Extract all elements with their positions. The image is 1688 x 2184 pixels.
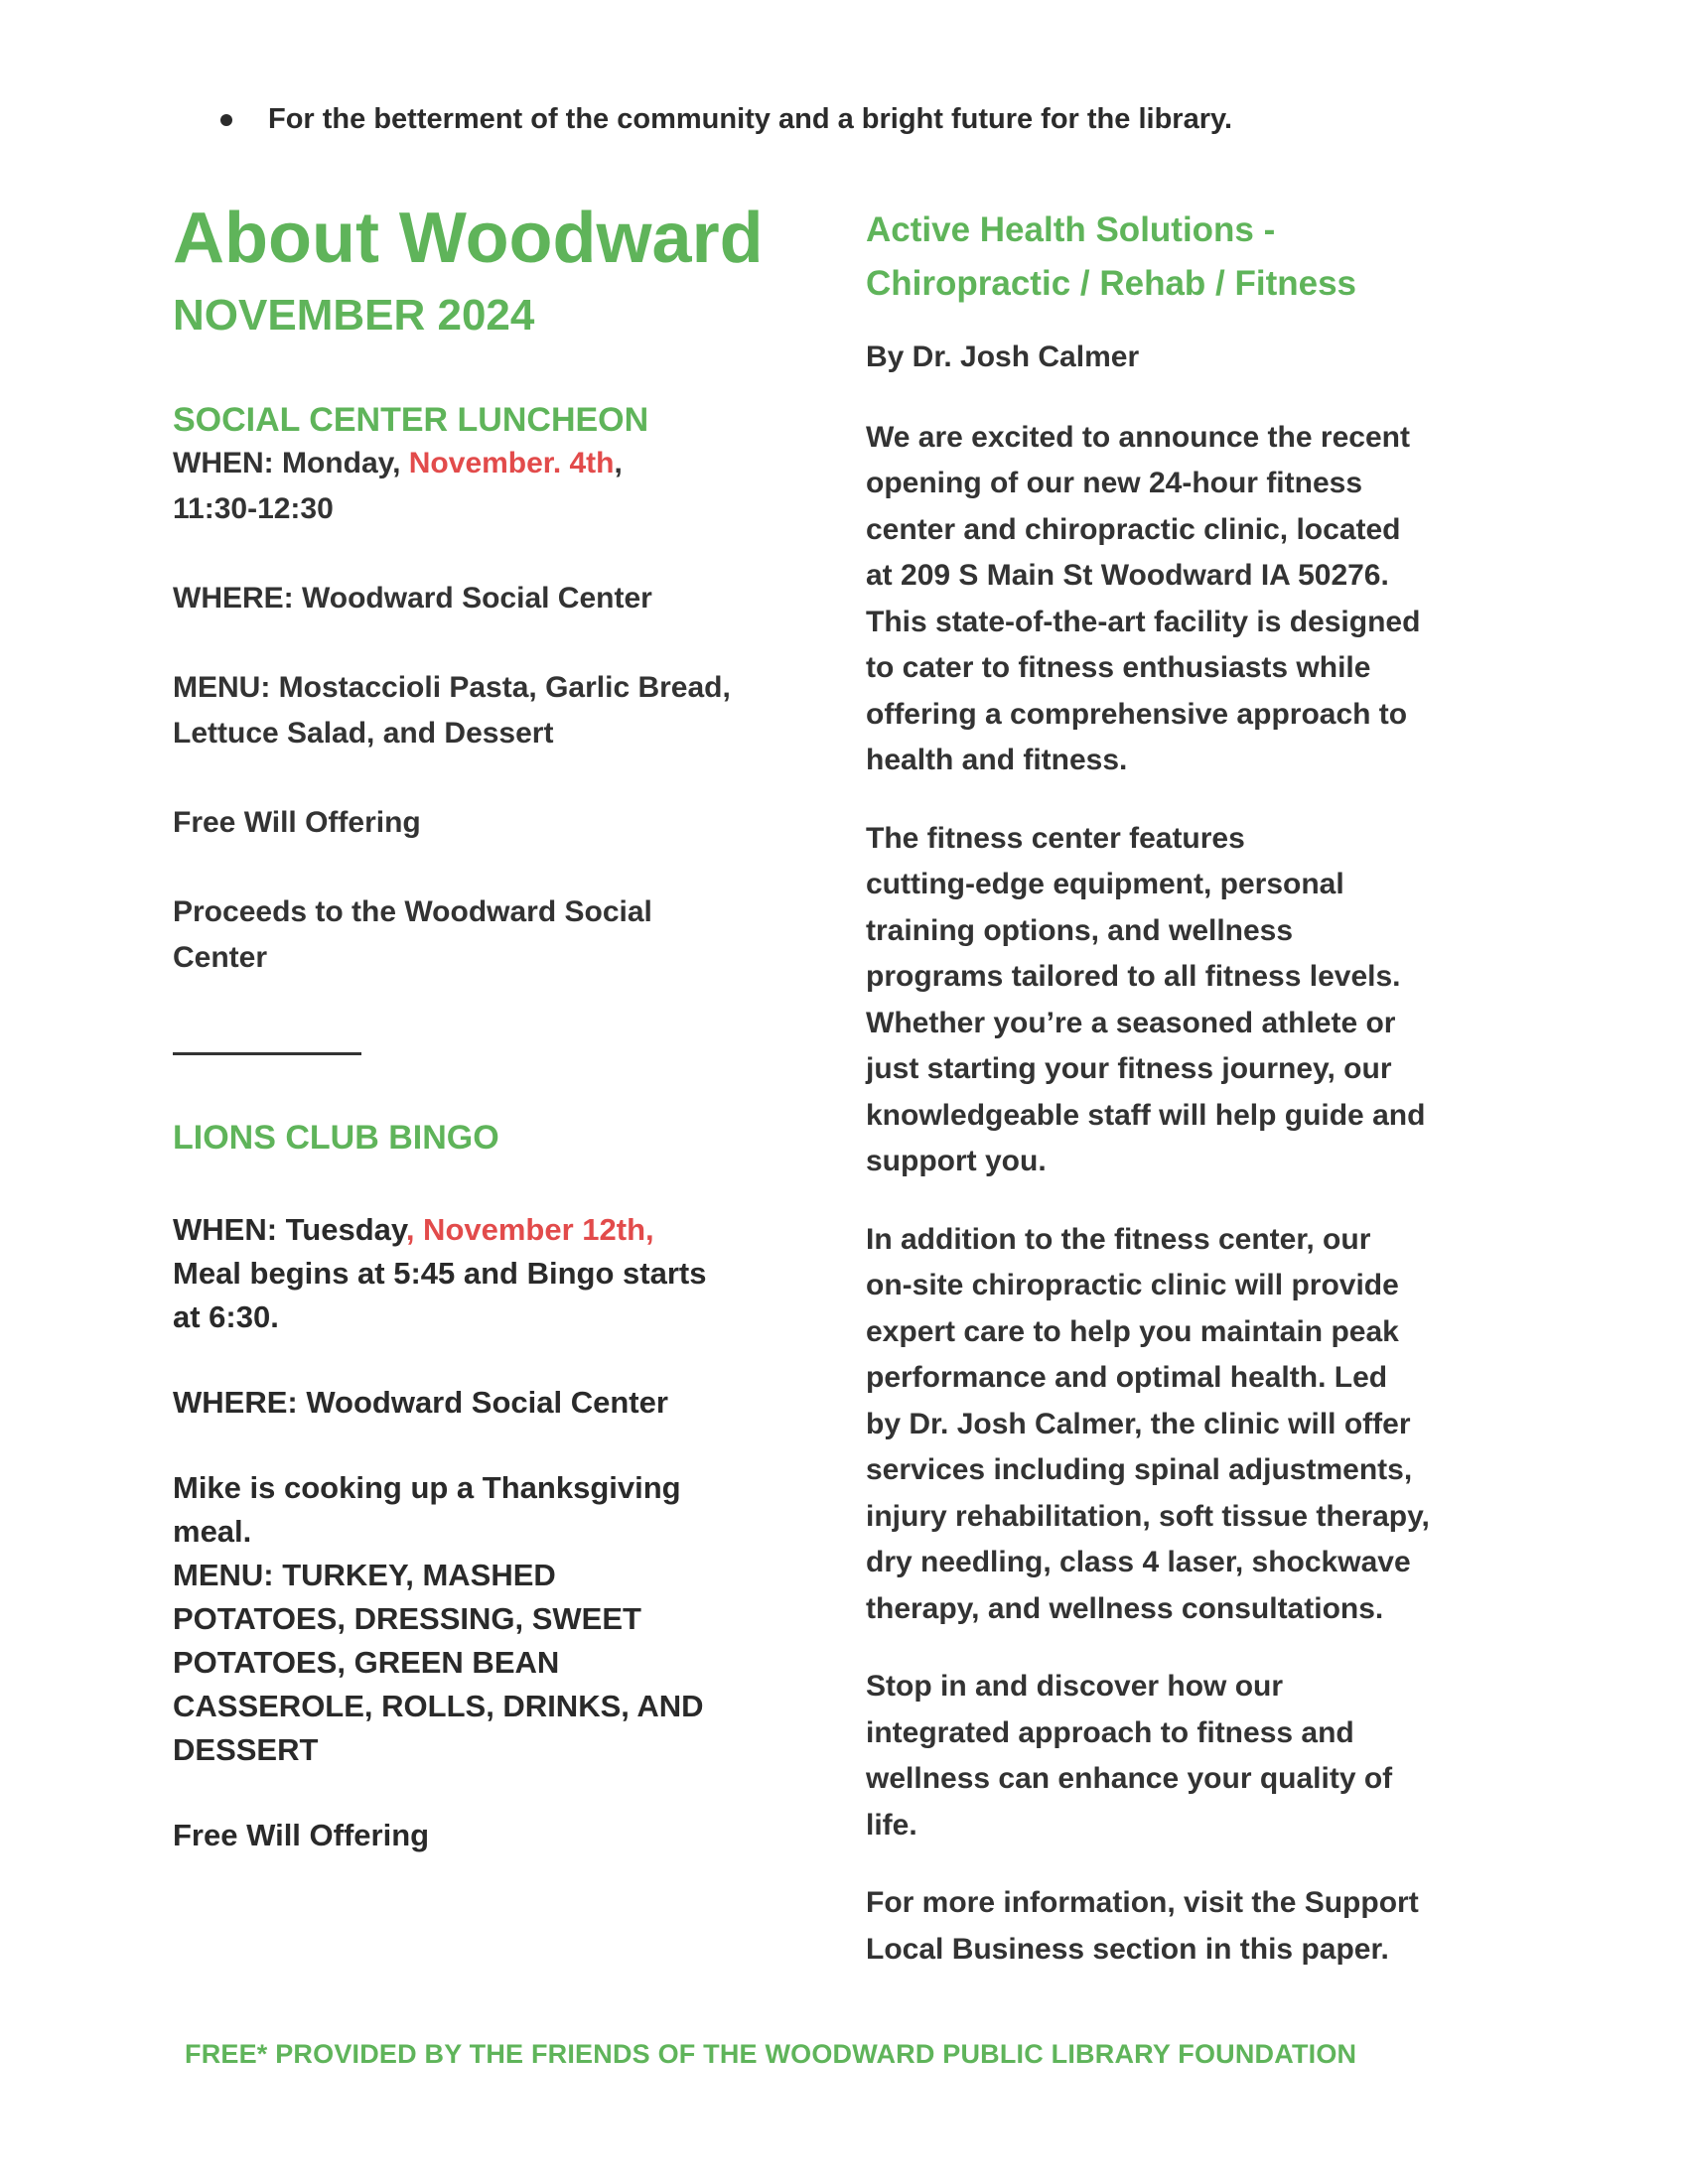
paragraph-line: to cater to fitness enthusiasts while	[866, 651, 1371, 684]
luncheon-where: WHERE: Woodward Social Center	[173, 582, 652, 614]
luncheon-offering: Free Will Offering	[173, 806, 421, 839]
paragraph-line: For more information, visit the Support	[866, 1886, 1419, 1919]
right-column	[866, 204, 1481, 1973]
paragraph-line: expert care to help you maintain peak	[866, 1314, 1399, 1348]
left-column	[173, 199, 788, 1857]
bingo-menu-line: POTATOES, DRESSING, SWEET	[173, 1601, 641, 1636]
bingo-date: , November 12th,	[405, 1212, 654, 1247]
paragraph-line: by Dr. Josh Calmer, the clinic will offer	[866, 1407, 1411, 1440]
luncheon-proceeds-line: Proceeds to the Woodward Social	[173, 895, 652, 928]
paragraph-line: offering a comprehensive approach to	[866, 697, 1408, 731]
luncheon-date: November. 4th	[408, 447, 615, 479]
bingo-menu-line: DESSERT	[173, 1732, 319, 1767]
community-bullet	[220, 103, 1232, 136]
page-title: About Woodward	[173, 199, 764, 278]
article-byline: By Dr. Josh Calmer	[866, 341, 1140, 373]
bingo-cooking-line: Mike is cooking up a Thanksgiving	[173, 1470, 681, 1505]
bullet-dot	[220, 114, 232, 126]
paragraph-line: We are excited to announce the recent	[866, 420, 1410, 454]
paragraph-line: training options, and wellness	[866, 913, 1294, 947]
article-heading-line: Chiropractic / Rehab / Fitness	[866, 264, 1356, 303]
paragraph-line: This state-of-the-art facility is designed	[866, 605, 1421, 638]
issue-date: NOVEMBER 2024	[173, 291, 535, 340]
paragraph-line: life.	[866, 1808, 917, 1842]
luncheon-proceeds-line: Center	[173, 941, 268, 974]
paragraph-line: wellness can enhance your quality of	[866, 1762, 1393, 1795]
paragraph-line: health and fitness.	[866, 744, 1128, 776]
bingo-menu-line: POTATOES, GREEN BEAN	[173, 1645, 560, 1680]
bingo-where: WHERE: Woodward Social Center	[173, 1385, 668, 1420]
article-heading-line: Active Health Solutions -	[866, 210, 1276, 249]
paragraph-line: cutting-edge equipment, personal	[866, 868, 1344, 900]
paragraph-line: In addition to the fitness center, our	[866, 1222, 1371, 1256]
bingo-when-line: Meal begins at 5:45 and Bingo starts	[173, 1256, 707, 1291]
paragraph-line: injury rehabilitation, soft tissue therapy,	[866, 1499, 1430, 1533]
paragraph-line: Stop in and discover how our	[866, 1670, 1284, 1703]
article-paragraph-1	[866, 415, 1481, 784]
bingo-when: WHEN: Tuesday, November 12th,	[173, 1212, 654, 1247]
paragraph-line: just starting your fitness journey, our	[866, 1052, 1392, 1085]
paragraph-line: performance and optimal health. Led	[866, 1361, 1388, 1394]
paragraph-line: services including spinal adjustments,	[866, 1453, 1413, 1486]
paragraph-line: opening of our new 24-hour fitness	[866, 467, 1363, 499]
paragraph-line: dry needling, class 4 laser, shockwave	[866, 1546, 1411, 1578]
paragraph-line: at 209 S Main St Woodward IA 50276.	[866, 559, 1389, 592]
paragraph-line: therapy, and wellness consultations.	[866, 1591, 1384, 1625]
paragraph-line: center and chiropractic clinic, located	[866, 512, 1401, 546]
community-bullet-text: For the betterment of the community and a bright future for the library.	[268, 103, 1233, 135]
luncheon-menu-line: Lettuce Salad, and Dessert	[173, 717, 554, 750]
footer-credit: FREE* PROVIDED BY THE FRIENDS OF THE WOODWARD PUBLIC LIBRARY FOUNDATION	[185, 2039, 1357, 2069]
luncheon-menu-line: MENU: Mostaccioli Pasta, Garlic Bread,	[173, 671, 731, 704]
article-paragraph-2	[866, 816, 1481, 1185]
paragraph-line: Local Business section in this paper.	[866, 1932, 1389, 1966]
paragraph-line: Whether you’re a seasoned athlete or	[866, 1006, 1396, 1039]
bingo-cooking-line: meal.	[173, 1514, 252, 1549]
luncheon-heading: SOCIAL CENTER LUNCHEON	[173, 401, 649, 439]
bingo-offering: Free Will Offering	[173, 1818, 430, 1852]
bingo-heading: LIONS CLUB BINGO	[173, 1119, 499, 1157]
bingo-when-line: at 6:30.	[173, 1299, 279, 1334]
bingo-menu-line: MENU: TURKEY, MASHED	[173, 1558, 556, 1592]
paragraph-line: programs tailored to all fitness levels.	[866, 960, 1401, 993]
article-paragraph-4	[866, 1664, 1481, 1848]
article-paragraph-5	[866, 1880, 1481, 1973]
paragraph-line: integrated approach to fitness and	[866, 1715, 1354, 1749]
bingo-menu-line: CASSEROLE, ROLLS, DRINKS, AND	[173, 1689, 704, 1723]
paragraph-line: on-site chiropractic clinic will provide	[866, 1269, 1399, 1301]
article-paragraph-3	[866, 1217, 1481, 1633]
paragraph-line: knowledgeable staff will help guide and	[866, 1098, 1426, 1132]
paragraph-line: support you.	[866, 1145, 1047, 1177]
luncheon-when: WHEN: Monday, November. 4th,	[173, 447, 623, 479]
luncheon-time: 11:30-12:30	[173, 492, 334, 525]
paragraph-line: The fitness center features	[866, 821, 1245, 855]
